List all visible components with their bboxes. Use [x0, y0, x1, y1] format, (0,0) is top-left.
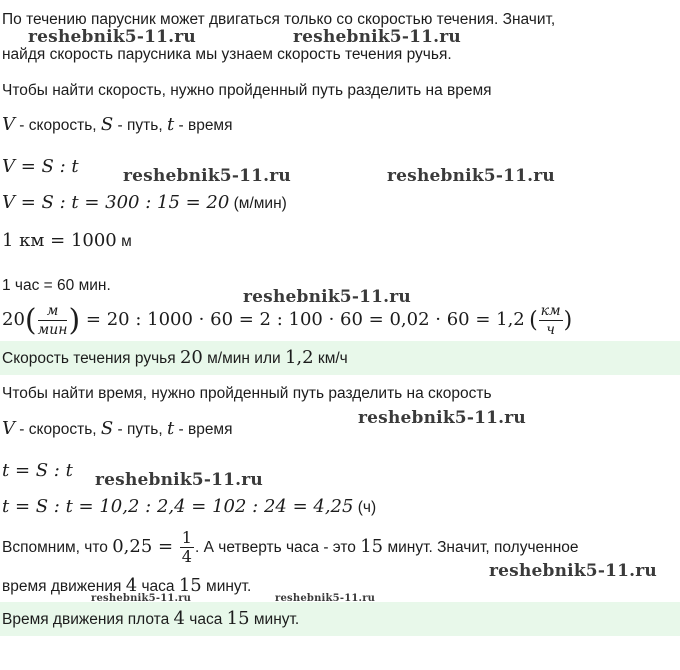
conv-frac-num: м — [38, 302, 68, 321]
var-t-2: t — [166, 418, 175, 439]
legend-t-text: - время — [174, 117, 233, 134]
recall2-b: часа — [137, 578, 179, 595]
legend2-s-text: - путь, — [113, 421, 167, 438]
recall-den: 4 — [181, 547, 192, 567]
answer2-b: часа — [184, 611, 227, 628]
recall2-4: 4 — [125, 575, 138, 596]
hour-eq: 1 час = 60 мин. — [2, 277, 111, 294]
answer2-15: 15 — [226, 608, 250, 629]
calc-t-expr: t = S : t = 10,2 : 2,4 = 102 : 24 = 4,25 — [2, 496, 354, 517]
calc-t — [0, 497, 680, 518]
formula-t-text: t = S : t — [2, 460, 73, 481]
calc-t-unit: (ч) — [353, 499, 377, 516]
conv-unit-fraction — [539, 302, 563, 339]
conv-expr: = 20 : 1000 · 60 = 2 : 100 · 60 = 0,02 · 60 = 1,2 — [80, 309, 525, 330]
watermark: reshebnik5-11.ru — [358, 408, 526, 428]
legend2-t-text: - время — [174, 421, 233, 438]
intro-line-2: найдя скорость парусника мы узнаем скорость течения ручья. — [2, 46, 452, 63]
unit-paren-close: ) — [563, 307, 573, 333]
answer1-a: Скорость течения ручья — [2, 350, 180, 367]
formula-v — [0, 157, 680, 178]
calc-v-unit: (м/мин) — [229, 195, 287, 212]
speed-rule: Чтобы найти скорость, нужно пройденный путь разделить на время — [2, 82, 492, 99]
conv-frac-den: мин — [37, 322, 68, 339]
recall-a: Вспомним, что — [2, 539, 113, 556]
var-t: t — [166, 114, 175, 135]
paren-open: ( — [24, 302, 37, 338]
answer-2 — [0, 609, 680, 630]
legend-2 — [0, 419, 680, 440]
conv-unit-den: ч — [546, 322, 556, 339]
watermark: reshebnik5-11.ru — [243, 287, 411, 307]
answer2-a: Время движения плота — [2, 611, 174, 628]
recall2-15: 15 — [178, 575, 202, 596]
conv-unit-num: км — [540, 303, 561, 320]
conv-prefix: 20 — [2, 309, 25, 330]
km-eq — [0, 231, 680, 252]
watermark: reshebnik5-11.ru — [275, 593, 376, 604]
paren-close: ) — [68, 302, 81, 338]
km-eq-unit: м — [116, 233, 132, 250]
watermark: reshebnik5-11.ru — [489, 561, 657, 581]
recall-15: 15 — [360, 536, 384, 557]
answer2-4: 4 — [173, 608, 185, 629]
km-eq-expr: 1 км = 1000 — [2, 230, 117, 251]
watermark: reshebnik5-11.ru — [95, 470, 263, 490]
recall-num: 1 — [181, 528, 192, 548]
calc-v — [0, 193, 680, 214]
var-v-2: V — [2, 418, 15, 439]
answer1-c: км/ч — [313, 350, 348, 367]
answer1-v1: 20 — [179, 347, 203, 368]
var-v: V — [2, 114, 15, 135]
conv-fraction — [38, 302, 68, 339]
answer-1 — [0, 348, 680, 369]
recall-val: 0,25 = — [112, 536, 179, 557]
watermark: reshebnik5-11.ru — [28, 27, 196, 47]
var-s-2: S — [100, 418, 114, 439]
legend2-v-text: - скорость, — [15, 421, 101, 438]
watermark: reshebnik5-11.ru — [123, 166, 291, 186]
recall2-c: минут. — [201, 578, 252, 595]
legend-v-text: - скорость, — [15, 117, 101, 134]
answer1-v2: 1,2 — [284, 347, 314, 368]
formula-v-text: V = S : t — [2, 156, 79, 177]
answer2-c: минут. — [249, 611, 300, 628]
watermark: reshebnik5-11.ru — [293, 27, 461, 47]
time-rule: Чтобы найти время, нужно пройденный путь разделить на скорость — [2, 385, 492, 402]
recall-b: . А четверть часа - это — [194, 539, 361, 556]
recall-fraction — [180, 529, 194, 566]
var-s: S — [100, 114, 114, 135]
calc-v-expr: V = S : t = 300 : 15 = 20 — [2, 192, 230, 213]
recall-c: минут. Значит, полученное — [383, 539, 579, 556]
watermark: reshebnik5-11.ru — [387, 166, 555, 186]
watermark: reshebnik5-11.ru — [91, 593, 192, 604]
answer1-b: м/мин или — [202, 350, 285, 367]
legend-s-text: - путь, — [113, 117, 167, 134]
recall2-a: время движения — [2, 578, 126, 595]
intro-line-1: По течению парусник может двигаться только со скоростью течения. Значит, — [2, 11, 556, 28]
unit-paren-open: ( — [529, 307, 538, 333]
legend-1 — [0, 115, 680, 136]
